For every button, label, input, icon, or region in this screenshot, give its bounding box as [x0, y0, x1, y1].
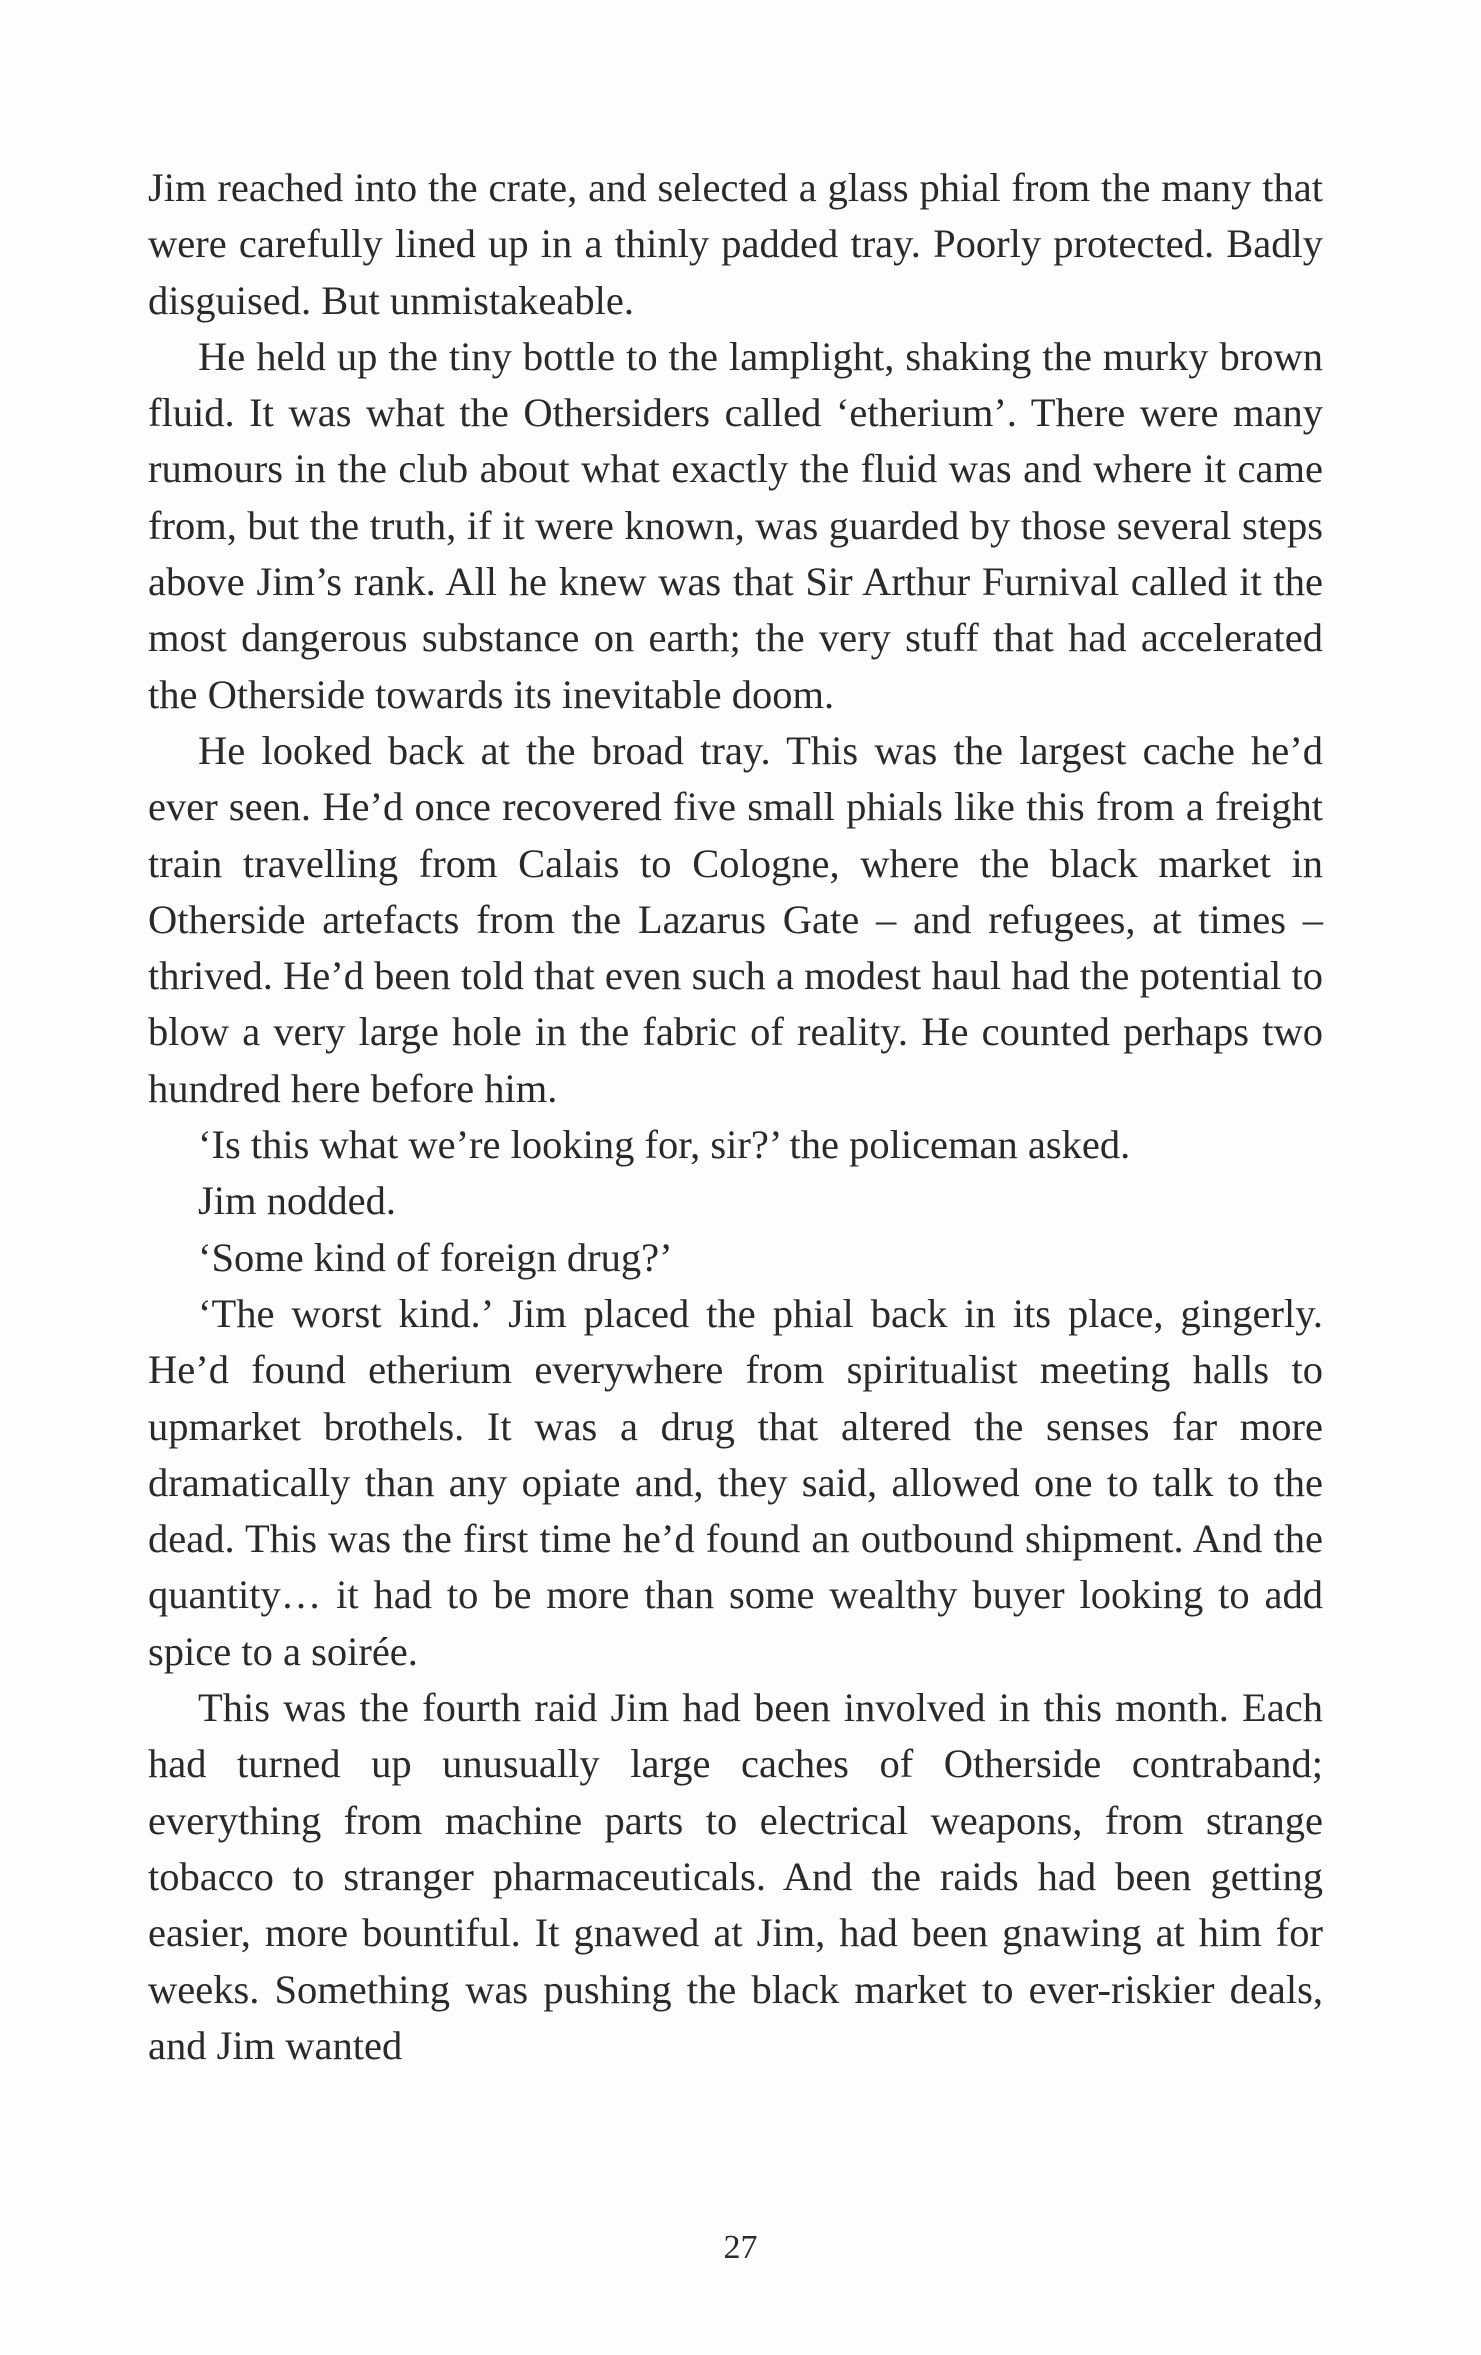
paragraph: This was the fourth raid Jim had been involved in this month. Each had turned up unusually large caches of Otherside contraband; everything from machine parts to electrical weapons, from strange tobacco to stranger pharmaceuticals. And the raids had been getting easier, more bountiful. It gnawed at Jim, had been gnawing at him for weeks. Something was pushing the black market to ever-riskier deals, and Jim wanted	[148, 1685, 1323, 2068]
paragraph: ‘Some kind of foreign drug?’	[198, 1234, 673, 1280]
paragraph: Jim reached into the crate, and selected a glass phial from the many that were carefully lined up in a thinly padded tray. Poorly protected. Badly disguised. But unmistakeable.	[148, 165, 1323, 323]
paragraph: He looked back at the broad tray. This was the largest cache he’d ever seen. He’d once recovered five small phials like this from a freight train travelling from Calais to Cologne, where the black market in Otherside artefacts from the Lazarus Gate – and refugees, at times – thrived. He’d been told that even such a modest haul had the potential to blow a very large hole in the fabric of reality. He counted perhaps two hundred here before him.	[148, 727, 1323, 1111]
paragraph: ‘The worst kind.’ Jim placed the phial back in its place, gingerly. He’d found etherium everywhere from spiritualist meeting halls to upmarket brothels. It was a drug that altered the senses far more dramatically than any opiate and, they said, allowed one to talk to the dead. This was the first time he’d found an outbound shipment. And the quantity… it had to be more than some wealthy buyer looking to add spice to a soirée.	[148, 1290, 1323, 1674]
paragraph: ‘Is this what we’re looking for, sir?’ the policeman asked.	[198, 1122, 1131, 1168]
paragraph: Jim nodded.	[198, 1178, 396, 1224]
body-text	[148, 160, 1323, 2074]
page-number: 27	[723, 2229, 758, 2266]
paragraph: He held up the tiny bottle to the lamplight, shaking the murky brown fluid. It was what the Othersiders called ‘etherium’. There were many rumours in the club about what exactly the fluid was and where it came from, but the truth, if it were known, was guarded by those several steps above Jim’s rank. All he knew was that Sir Arthur Furnival called it the most dangerous substance on earth; the very stuff that had accelerated the Otherside towards its inevitable doom.	[148, 333, 1323, 717]
